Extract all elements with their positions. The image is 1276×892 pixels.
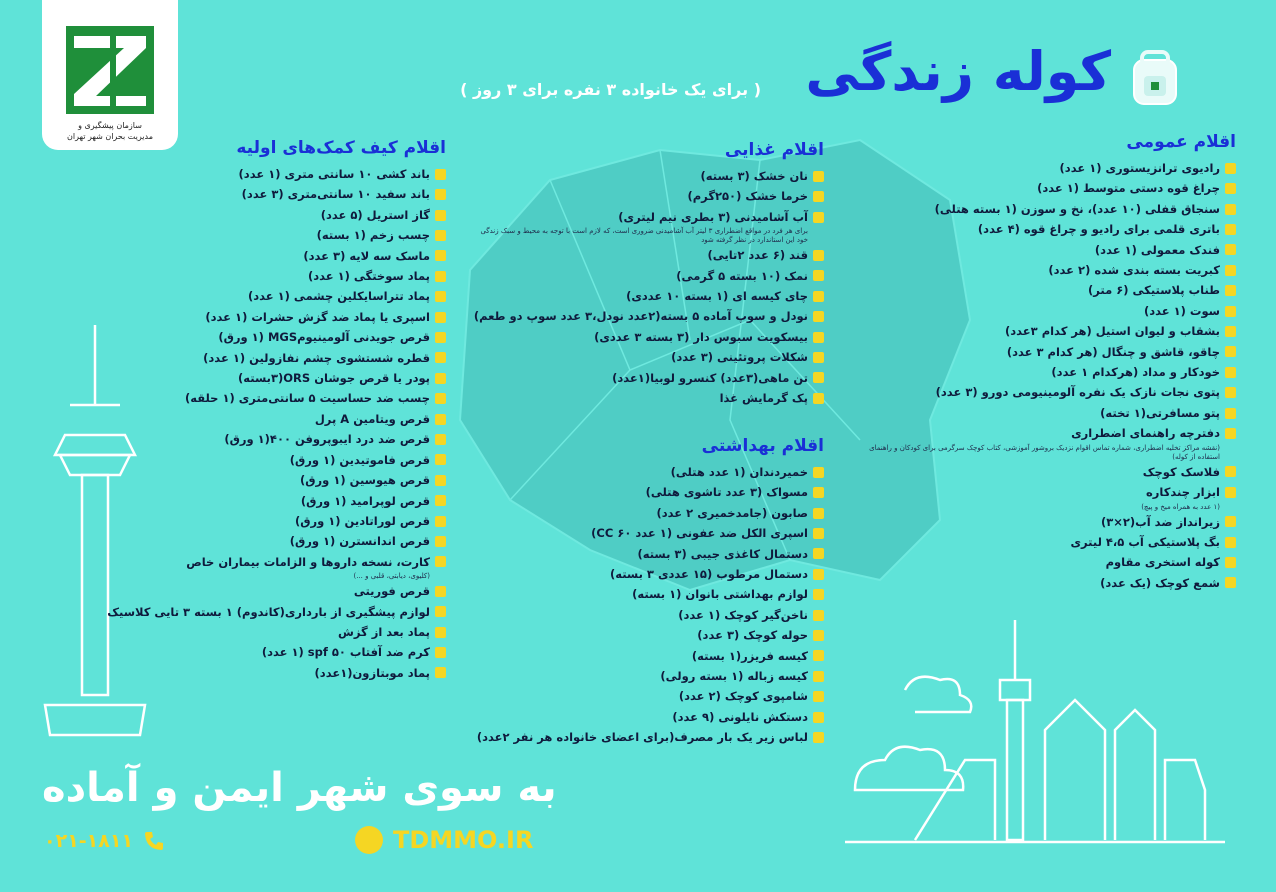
list-item (866, 321, 1236, 341)
page-title: کوله زندگی (805, 40, 1111, 103)
list-item (474, 646, 824, 666)
item-icon (435, 312, 446, 323)
item-icon (435, 667, 446, 678)
item-label: کیسه زباله (۱ بسته رولی) (660, 669, 808, 684)
list-item (46, 368, 446, 388)
item-label: پماد بعد از گزش (338, 624, 430, 639)
item-label: قند (۶ عدد ۲تایی) (707, 248, 808, 263)
item-icon (1225, 367, 1236, 378)
item-icon (1225, 346, 1236, 357)
list-item (474, 686, 824, 706)
item-icon (1225, 265, 1236, 276)
page-title-block (460, 40, 1111, 104)
item-label: قطره شستشوی چشم نفازولین (۱ عدد) (203, 350, 430, 365)
phone-number: ۰۲۱-۱۸۱۱ (44, 830, 134, 852)
list-item (474, 207, 824, 227)
food-items-list (474, 166, 824, 408)
list-item (46, 205, 446, 225)
list-item (474, 462, 824, 482)
list-item (474, 564, 824, 584)
page-subtitle: ( برای یک خانواده ۳ نفره برای ۳ روز ) (460, 80, 761, 99)
item-icon (813, 589, 824, 600)
backpack-icon (1124, 46, 1186, 108)
list-item (46, 622, 446, 642)
item-icon (1225, 537, 1236, 548)
item-icon (813, 250, 824, 261)
food-items-section (474, 140, 824, 408)
item-label: اسپری یا پماد ضد گزش حشرات (۱ عدد) (205, 309, 430, 324)
item-icon (813, 352, 824, 363)
list-item (46, 511, 446, 531)
item-label: حوله کوچک (۳ عدد) (697, 628, 808, 643)
item-icon (435, 606, 446, 617)
item-icon (813, 508, 824, 519)
item-label: بیسکویت سبوس دار (۳ بسته ۳ عددی) (594, 329, 808, 344)
phone-icon (143, 830, 165, 852)
item-label: چاقو، قاشق و چنگال (هر کدام ۳ عدد) (1006, 344, 1220, 359)
item-icon (435, 250, 446, 261)
item-label: آب آشامیدنی (۳ بطری نیم لیتری) (618, 209, 808, 224)
item-label: قرص هیوسین (۱ ورق) (300, 473, 430, 488)
item-label: دفترچه راهنمای اضطراری (1071, 426, 1220, 441)
footer-website (355, 826, 533, 854)
item-icon (1225, 577, 1236, 588)
item-label: شمع کوچک (یک عدد) (1100, 575, 1220, 590)
list-item (474, 245, 824, 265)
list-item (474, 666, 824, 686)
item-icon (813, 712, 824, 723)
item-label: قرص جویدنی آلومینیومMGS (۱ ورق) (218, 330, 430, 345)
item-icon (1225, 487, 1236, 498)
list-item (46, 307, 446, 327)
item-icon (435, 414, 446, 425)
list-item (46, 409, 446, 429)
item-icon (1225, 224, 1236, 235)
item-label: قرص لوپرامید (۱ ورق) (300, 493, 430, 508)
website-url[interactable]: TDMMO.IR (393, 826, 534, 854)
list-item (46, 225, 446, 245)
item-icon (813, 528, 824, 539)
item-icon (435, 373, 446, 384)
item-label: اسپری الکل ضد عفونی (۱ عدد ۶۰ CC) (591, 526, 808, 541)
list-item (866, 382, 1236, 402)
list-item (866, 342, 1236, 362)
item-icon (435, 556, 446, 567)
list-item (474, 584, 824, 604)
list-item (46, 184, 446, 204)
globe-icon (355, 826, 383, 854)
item-label: شکلات پروتئینی (۳ عدد) (671, 350, 808, 365)
item-icon (1225, 204, 1236, 215)
item-label: گاز استریل (۵ عدد) (320, 207, 430, 222)
list-item (46, 327, 446, 347)
item-label: نودل و سوپ آماده ۵ بسته(۲عدد نودل،۳ عدد سوپ دو طعم) (473, 309, 808, 324)
item-note: (کلیوی، دیابتی، قلبی و ...) (353, 572, 430, 581)
list-item (46, 286, 446, 306)
item-icon (1225, 163, 1236, 174)
list-item (474, 482, 824, 502)
hygiene-items-section (474, 436, 824, 748)
list-item (46, 491, 446, 511)
item-label: طناب پلاستیکی (۶ متر) (1088, 283, 1220, 298)
item-icon (435, 393, 446, 404)
item-label: شامپوی کوچک (۲ عدد) (678, 689, 808, 704)
item-icon (813, 630, 824, 641)
item-label: ابزار چندکاره (1145, 485, 1220, 500)
item-icon (813, 332, 824, 343)
item-icon (1225, 428, 1236, 439)
item-label: تن ماهی(۳عدد) کنسرو لوبیا(۱عدد) (612, 370, 808, 385)
list-item (46, 348, 446, 368)
list-item (866, 178, 1236, 198)
item-label: کوله استخری مقاوم (1105, 555, 1220, 570)
item-icon (1225, 183, 1236, 194)
item-label: بشقاب و لیوان استیل (هر کدام ۳عدد) (1005, 324, 1220, 339)
item-icon (1225, 516, 1236, 527)
list-item (474, 347, 824, 367)
food-items-heading: اقلام غذایی (724, 140, 824, 160)
list-item (474, 286, 824, 306)
item-label: چای کیسه ای (۱ بسته ۱۰ عددی) (626, 289, 808, 304)
item-label: خرما خشک (۲۵۰گرم) (687, 189, 808, 204)
item-label: کبریت بسته بندی شده (۲ عدد) (1048, 263, 1220, 278)
list-item (866, 280, 1236, 300)
list-item (866, 462, 1236, 482)
item-icon (813, 569, 824, 580)
item-icon (435, 291, 446, 302)
list-item (474, 166, 824, 186)
item-label: کارت، نسخه داروها و الزامات بیماران خاص (186, 554, 430, 569)
list-item (866, 482, 1236, 502)
tdmmo-logo-icon (66, 26, 154, 114)
item-label: دستمال مرطوب (۱۵ عددی ۳ بسته) (609, 567, 808, 582)
general-items-section (866, 132, 1236, 593)
item-label: پماد موبتازون(۱عدد) (314, 665, 430, 680)
list-item (474, 266, 824, 286)
item-label: خودکار و مداد (هرکدام ۱ عدد) (1051, 365, 1220, 380)
item-icon (813, 467, 824, 478)
item-icon (435, 586, 446, 597)
item-label: پتوی نجات نازک یک نفره آلومینیومی دورو (۳ عدد) (935, 385, 1220, 400)
item-label: قرص لوراتادین (۱ ورق) (294, 513, 430, 528)
list-item (46, 642, 446, 662)
list-item (866, 301, 1236, 321)
list-item (866, 240, 1236, 260)
list-item (866, 219, 1236, 239)
item-label: بگ پلاستیکی آب ۴،۵ لیتری (1070, 534, 1220, 549)
list-item (46, 429, 446, 449)
item-label: ماسک سه لایه (۳ عدد) (303, 248, 430, 263)
item-icon (1225, 387, 1236, 398)
item-icon (813, 393, 824, 404)
list-item (474, 625, 824, 645)
item-label: فندک معمولی (۱ عدد) (1094, 242, 1220, 257)
list-item (46, 388, 446, 408)
item-label: چراغ قوه دستی متوسط (۱ عدد) (1037, 181, 1220, 196)
item-label: باند کشی ۱۰ سانتی متری (۱ عدد) (238, 167, 430, 181)
item-note: (نقشه مراکز تخلیه اضطراری، شماره تماس اقوام نزدیک بروشور آموزشی، کتاب کوچک سرگرمی برای کودکان و راهنمای استفاده از کوله) (869, 443, 1220, 461)
item-icon (1225, 466, 1236, 477)
logo-text-line1: سازمان پیشگیری و (78, 121, 142, 130)
item-icon (813, 732, 824, 743)
item-label: لوازم بهداشتی بانوان (۱ بسته) (632, 587, 808, 602)
item-note: برای هر فرد در مواقع اضطراری ۳ لیتر آب آشامیدنی ضروری است، که لازم است با توجه به محیط و سبک زندگی خود این استاندارد در نظر گرفته شود (480, 227, 808, 245)
item-label: کرم ضد آفتاب spf ۵۰ (۱ عدد) (261, 645, 430, 660)
list-item (474, 727, 824, 747)
general-items-heading: اقلام عمومی (1126, 132, 1236, 152)
item-label: قرص فاموتیدین (۱ ورق) (289, 452, 430, 467)
list-item (866, 423, 1236, 443)
item-icon (435, 536, 446, 547)
item-icon (435, 627, 446, 638)
list-item (866, 403, 1236, 423)
list-item (866, 532, 1236, 552)
list-item (474, 523, 824, 543)
item-label: باند سفید ۱۰ سانتی‌متری (۳ عدد) (241, 187, 430, 202)
list-item (46, 602, 446, 622)
hygiene-items-list (474, 462, 824, 748)
item-icon (813, 671, 824, 682)
item-icon (1225, 326, 1236, 337)
item-icon (435, 454, 446, 465)
list-item (866, 199, 1236, 219)
item-label: پتو مسافرتی(۱ تخته) (1100, 405, 1220, 420)
item-icon (1225, 557, 1236, 568)
list-item (866, 362, 1236, 382)
list-item (46, 581, 446, 601)
list-item (46, 266, 446, 286)
item-label: چسب زخم (۱ بسته) (316, 228, 430, 243)
list-item (474, 368, 824, 388)
list-item (46, 663, 446, 683)
item-icon (1225, 306, 1236, 317)
tehran-skyline-illustration (845, 620, 1225, 850)
item-label: قرص ویتامین A پرل (314, 411, 430, 426)
item-label: زیرانداز ضد آب(۲×۳) (1100, 514, 1220, 529)
list-item (46, 164, 446, 184)
item-label: فلاسک کوچک (1142, 464, 1220, 479)
list-item (474, 605, 824, 625)
item-label: رادیوی ترانزیستوری (۱ عدد) (1059, 161, 1220, 175)
item-label: پماد سوختگی (۱ عدد) (307, 269, 430, 284)
list-item (474, 388, 824, 408)
item-label: لباس زیر یک بار مصرف(برای اعضای خانواده هر نفر ۲عدد) (476, 730, 808, 745)
item-icon (813, 372, 824, 383)
item-icon (1225, 285, 1236, 296)
item-label: نان خشک (۳ بسته) (700, 169, 808, 183)
item-icon (435, 647, 446, 658)
list-item (866, 573, 1236, 593)
logo-text-line2: مدیریت بحران شهر تهران (67, 132, 153, 141)
item-icon (1225, 244, 1236, 255)
item-icon (813, 171, 824, 182)
list-item (866, 260, 1236, 280)
item-label: پک گرمایش غذا (719, 391, 808, 406)
item-icon (813, 610, 824, 621)
item-label: مسواک (۳ عدد تاشوی هتلی) (645, 485, 808, 500)
item-icon (435, 516, 446, 527)
list-item (46, 470, 446, 490)
item-icon (1225, 408, 1236, 419)
item-label: قرص ضد درد ایبوپروفن ۴۰۰(۱ ورق) (224, 432, 430, 447)
item-icon (435, 189, 446, 200)
item-label: پودر یا قرص جوشان ORS(۳بسته) (238, 371, 430, 386)
list-item (46, 531, 446, 551)
item-label: ناخن‌گیر کوچک (۱ عدد) (678, 607, 808, 622)
list-item (474, 544, 824, 564)
item-icon (813, 650, 824, 661)
list-item (474, 707, 824, 727)
general-items-list (866, 158, 1236, 593)
item-icon (435, 495, 446, 506)
item-icon (435, 271, 446, 282)
firstaid-items-heading: اقلام کیف کمک‌های اولیه (236, 138, 446, 158)
item-label: خمیردندان (۱ عدد هتلی) (670, 465, 808, 479)
list-item (474, 186, 824, 206)
item-label: صابون (جامدخمیری ۲ عدد) (656, 505, 808, 520)
item-label: لوازم پیشگیری از بارداری(کاندوم) ۱ بسته ۳ تایی کلاسیک (107, 604, 430, 619)
list-item (46, 450, 446, 470)
list-item (866, 512, 1236, 532)
item-label: کیسه فریزر(۱ بسته) (691, 648, 808, 663)
item-icon (435, 352, 446, 363)
list-item (474, 306, 824, 326)
item-icon (813, 291, 824, 302)
item-icon (813, 548, 824, 559)
item-note: (۱ عدد به همراه میخ و پیچ) (1141, 502, 1220, 511)
firstaid-items-section (46, 138, 446, 683)
item-label: سوت (۱ عدد) (1143, 303, 1220, 318)
item-icon (813, 191, 824, 202)
item-label: پماد تتراسایکلین چشمی (۱ عدد) (247, 289, 430, 304)
item-icon (435, 475, 446, 486)
hygiene-items-heading: اقلام بهداشتی (701, 436, 824, 456)
list-item (46, 246, 446, 266)
item-label: قرص فوریتی (353, 584, 430, 599)
list-item (866, 552, 1236, 572)
item-icon (435, 169, 446, 180)
item-icon (813, 487, 824, 498)
organization-logo (42, 0, 178, 150)
item-icon (813, 212, 824, 223)
item-label: دستمال کاغذی جیبی (۳ بسته) (637, 546, 808, 561)
list-item (474, 327, 824, 347)
item-icon (813, 311, 824, 322)
item-label: باتری قلمی برای رادیو و چراغ قوه (۴ عدد) (977, 222, 1220, 237)
item-label: قرص اندانسترن (۱ ورق) (289, 534, 430, 549)
item-label: سنجاق قفلی (۱۰ عدد)، نخ و سوزن (۱ بسته هتلی) (934, 201, 1220, 216)
list-item (866, 158, 1236, 178)
list-item (46, 552, 446, 572)
footer-phone (44, 830, 165, 852)
item-icon (435, 230, 446, 241)
item-icon (435, 210, 446, 221)
item-label: دستکش نایلونی (۹ عدد) (672, 709, 808, 724)
item-icon (435, 434, 446, 445)
list-item (474, 503, 824, 523)
item-icon (813, 691, 824, 702)
item-icon (435, 332, 446, 343)
item-label: چسب ضد حساسیت ۵ سانتی‌متری (۱ حلقه) (184, 391, 430, 406)
footer-slogan: به سوی شهر ایمن و آماده (42, 765, 557, 811)
item-label: نمک (۱۰ بسته ۵ گرمی) (676, 268, 808, 283)
item-icon (813, 270, 824, 281)
firstaid-items-list (46, 164, 446, 683)
